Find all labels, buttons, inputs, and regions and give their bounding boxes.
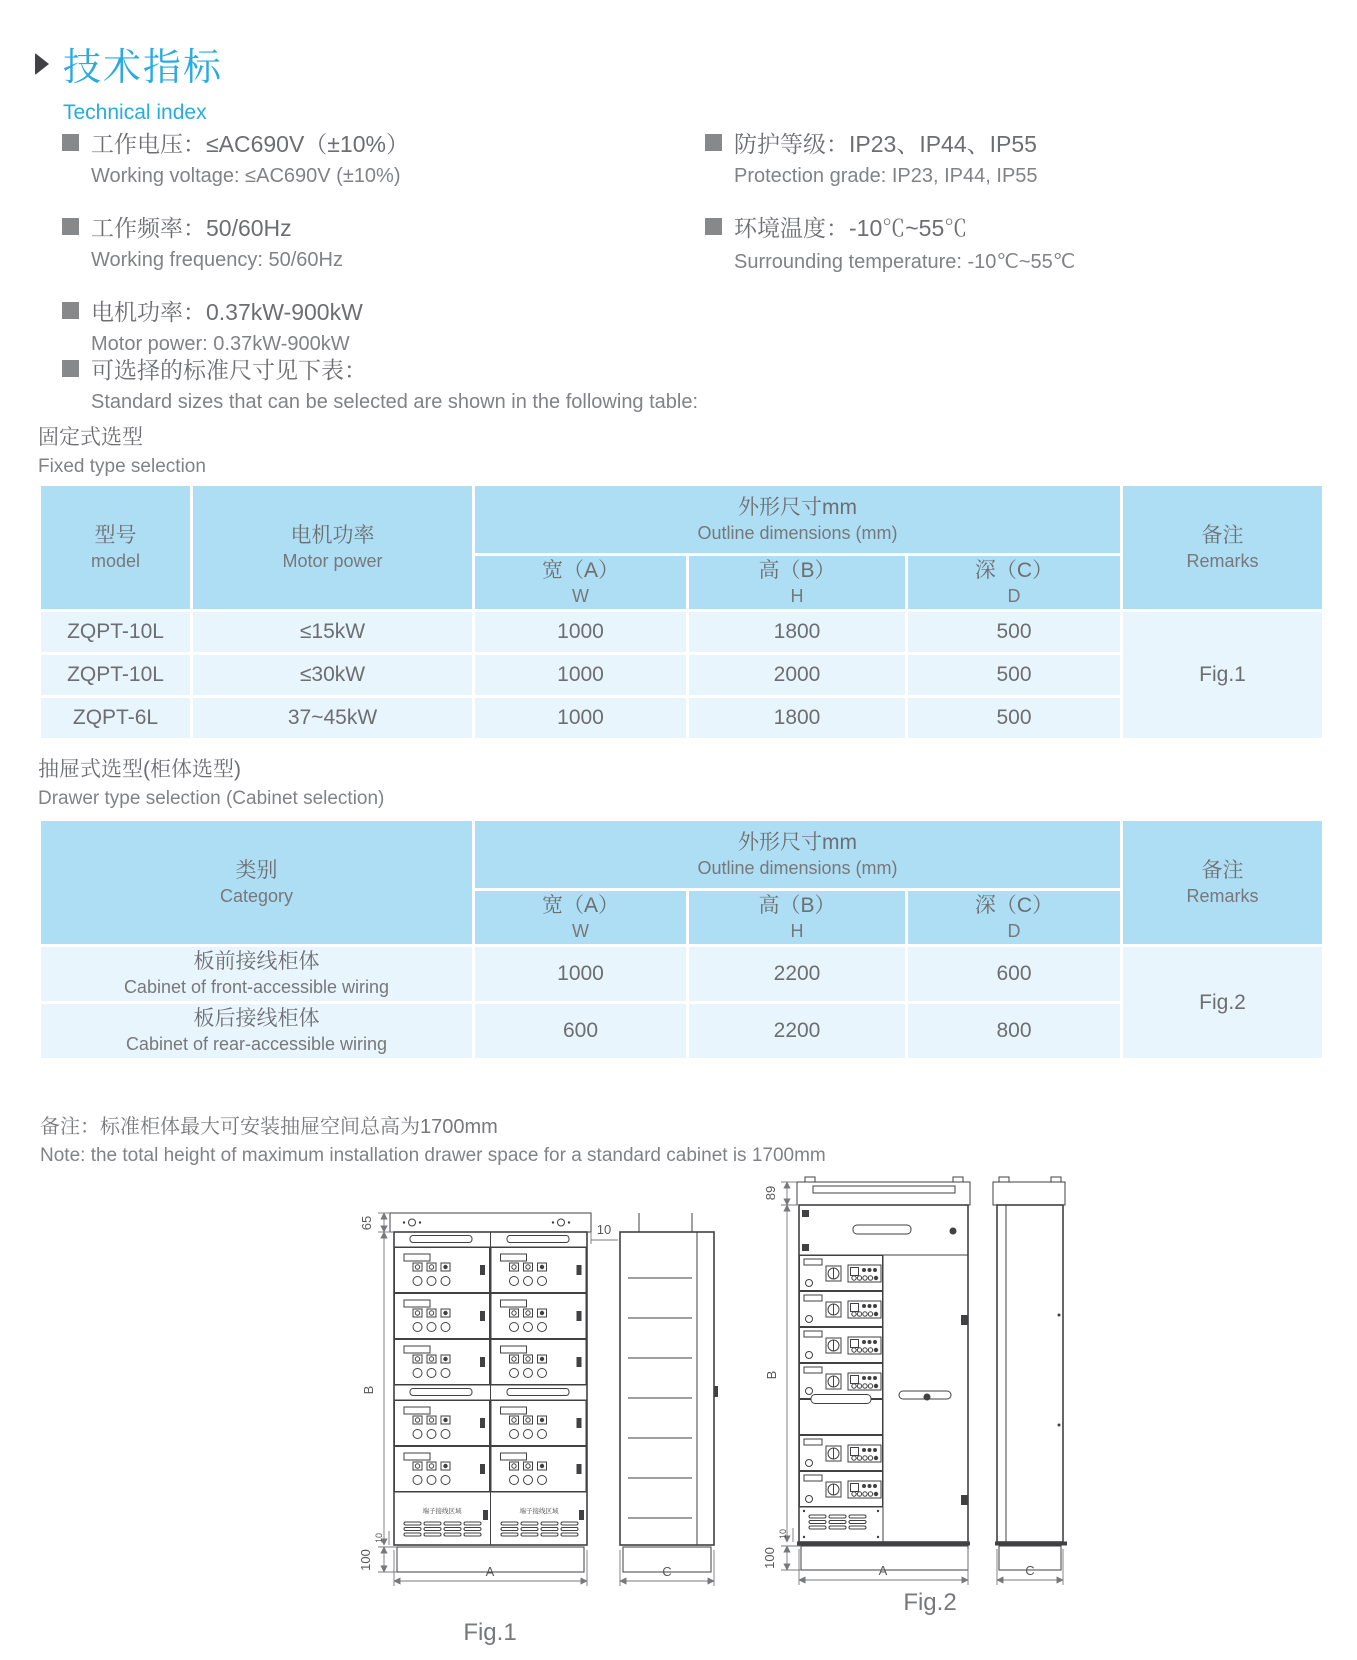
fig1-drawing (340, 1200, 720, 1660)
page-header (35, 36, 223, 125)
spec-label-en: Working voltage: ≤AC690V (±10%) (91, 165, 401, 187)
spec-item (62, 210, 409, 279)
cell-depth: 800 (907, 1003, 1122, 1060)
label-en: Category (219, 885, 294, 906)
dim-top-offset: 10 (596, 1222, 612, 1237)
dim-depth: C (1025, 1563, 1035, 1578)
cell-depth: 500 (907, 611, 1122, 654)
label-zh: 型号 (94, 523, 137, 547)
col-header-remarks (1122, 820, 1324, 946)
dim-cap-height: 89 (763, 1185, 778, 1201)
intro-label-en: Standard sizes that can be selected are shown in the following table: (91, 391, 699, 413)
col-header-width (474, 890, 688, 946)
label-en: Outline dimensions (mm) (697, 857, 898, 878)
spec-item (705, 210, 1075, 279)
cell-width: 600 (474, 1003, 688, 1060)
label-zh: 类别 (235, 858, 278, 882)
col-header-category (40, 820, 474, 946)
section-title-zh: 抽屉式选型(柜体选型) (38, 758, 241, 781)
cell-height: 2200 (688, 946, 907, 1003)
spec-label-en: Working frequency: 50/60Hz (91, 249, 343, 271)
cell-model: ZQPT-6L (40, 697, 192, 740)
footnote-zh: 备注：标准柜体最大可安装抽屉空间总高为1700mm (40, 1116, 498, 1138)
spec-label-en: Protection grade: IP23, IP44, IP55 (734, 165, 1038, 187)
label-en: W (572, 585, 589, 606)
fixed-type-table (38, 483, 1325, 741)
bullet-square-icon (62, 302, 79, 319)
cell-width: 1000 (474, 654, 688, 697)
spec-label-en: Surrounding temperature: -10℃~55℃ (734, 251, 1076, 273)
label-zh: 外形尺寸mm (738, 830, 857, 854)
label-zh: 外形尺寸mm (738, 495, 857, 519)
section-arrow-icon (35, 53, 49, 75)
cell-power: ≤15kW (192, 611, 474, 654)
category-zh: 板后接线柜体 (193, 1007, 320, 1031)
label-en: D (1007, 920, 1021, 941)
col-header-model (40, 485, 192, 611)
cell-remarks: Fig.2 (1122, 946, 1324, 1060)
dim-depth: C (662, 1564, 672, 1579)
label-en: Outline dimensions (mm) (697, 522, 898, 543)
fig2-side-view (993, 1177, 1067, 1570)
label-zh: 宽（A） (541, 558, 619, 582)
cell-height: 2200 (688, 1003, 907, 1060)
label-zh: 宽（A） (541, 893, 619, 917)
label-zh: 深（C） (974, 893, 1054, 917)
bullet-square-icon (62, 218, 79, 235)
cell-model: ZQPT-10L (40, 611, 192, 654)
label-en: H (790, 585, 804, 606)
page-subtitle: Technical index (63, 101, 207, 124)
dim-vent-gap: 10 (374, 1532, 384, 1544)
cell-height: 2000 (688, 654, 907, 697)
category-en: Cabinet of rear-accessible wiring (125, 1034, 388, 1055)
spec-item (62, 126, 409, 195)
cell-power: 37~45kW (192, 697, 474, 740)
cell-width: 1000 (474, 946, 688, 1003)
label-en: Remarks (1186, 885, 1259, 906)
label-zh: 备注 (1201, 858, 1244, 882)
spec-label-zh: 电机功率：0.37kW-900kW (91, 298, 363, 325)
fig2-front-view (797, 1177, 970, 1570)
drawer-type-section-title (38, 753, 384, 810)
cell-width: 1000 (474, 611, 688, 654)
cell-depth: 500 (907, 697, 1122, 740)
cell-power: ≤30kW (192, 654, 474, 697)
dim-width: A (485, 1564, 495, 1579)
label-en: Remarks (1186, 550, 1259, 571)
intro-label-zh: 可选择的标准尺寸见下表： (91, 356, 367, 383)
col-header-outline-dimensions (474, 820, 1122, 890)
cell-model: ZQPT-10L (40, 654, 192, 697)
terminal-area-label: 端子接线区域 (519, 1508, 559, 1515)
label-zh: 深（C） (974, 558, 1054, 582)
spec-label-zh: 工作电压：≤AC690V（±10%） (91, 130, 409, 157)
spec-item (705, 126, 1075, 195)
label-en: W (572, 920, 589, 941)
fig1-caption: Fig.1 (463, 1619, 517, 1646)
page-title: 技术指标 (63, 47, 224, 89)
dim-plinth-height: 100 (358, 1549, 373, 1571)
dim-vent-gap: 10 (778, 1528, 788, 1540)
cell-height: 1800 (688, 697, 907, 740)
category-zh: 板前接线柜体 (193, 950, 320, 974)
label-zh: 电机功率 (290, 523, 375, 547)
cell-width: 1000 (474, 697, 688, 740)
bullet-square-icon (705, 218, 722, 235)
fig1-front-view (390, 1213, 591, 1572)
label-en: D (1007, 585, 1021, 606)
spec-label-zh: 环境温度：-10℃~55℃ (734, 214, 968, 241)
table-row (40, 946, 1324, 1003)
label-zh: 高（B） (758, 558, 836, 582)
label-en: H (790, 920, 804, 941)
label-en: Motor power (282, 550, 383, 571)
label-zh: 高（B） (758, 893, 836, 917)
col-header-motor-power (192, 485, 474, 611)
cell-remarks: Fig.1 (1122, 611, 1324, 740)
dim-body-height: B (361, 1385, 376, 1395)
specs-right-column (705, 126, 1075, 294)
dim-plinth-height: 100 (762, 1547, 777, 1569)
spec-label-zh: 防护等级：IP23、IP44、IP55 (734, 130, 1037, 157)
footnote (40, 1110, 826, 1167)
col-header-width (474, 555, 688, 611)
col-header-depth (907, 890, 1122, 946)
section-title-zh: 固定式选型 (38, 426, 143, 449)
col-header-depth (907, 555, 1122, 611)
dim-cap-height: 65 (359, 1215, 374, 1231)
col-header-height (688, 555, 907, 611)
fixed-type-section-title (38, 421, 206, 478)
dim-width: A (878, 1563, 888, 1578)
footnote-en: Note: the total height of maximum installation drawer space for a standard cabinet is 1700mm (40, 1145, 826, 1166)
specs-left-column (62, 126, 409, 378)
cell-depth: 600 (907, 946, 1122, 1003)
label-en: model (90, 550, 141, 571)
spec-label-zh: 工作频率：50/60Hz (91, 214, 292, 241)
col-header-outline-dimensions (474, 485, 1122, 555)
fig2-drawing (715, 1165, 1105, 1660)
cell-depth: 500 (907, 654, 1122, 697)
bullet-square-icon (705, 134, 722, 151)
table-row (40, 611, 1324, 654)
dim-body-height: B (764, 1370, 779, 1380)
col-header-height (688, 890, 907, 946)
category-en: Cabinet of front-accessible wiring (123, 977, 390, 998)
drawer-type-table (38, 818, 1325, 1061)
fig1-side-view (620, 1213, 718, 1572)
section-title-en: Drawer type selection (Cabinet selection) (38, 788, 385, 809)
col-header-remarks (1122, 485, 1324, 611)
spec-label-en: Motor power: 0.37kW-900kW (91, 333, 350, 355)
cell-category (40, 946, 474, 1003)
terminal-area-label: 端子接线区域 (422, 1508, 462, 1515)
cell-category (40, 1003, 474, 1060)
label-zh: 备注 (1201, 523, 1244, 547)
section-title-en: Fixed type selection (38, 456, 206, 477)
bullet-square-icon (62, 134, 79, 151)
fig2-caption: Fig.2 (903, 1589, 957, 1616)
cell-height: 1800 (688, 611, 907, 654)
bullet-square-icon (62, 360, 79, 377)
